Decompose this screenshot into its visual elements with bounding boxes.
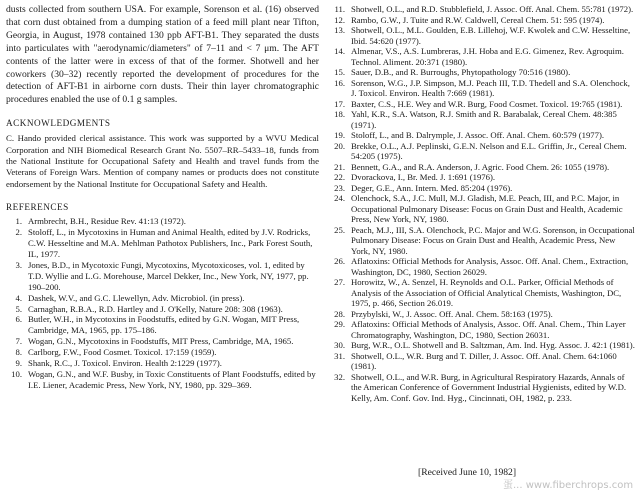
reference-item [327, 99, 636, 110]
reference-item [327, 109, 636, 130]
reference-text: Przybylski, W., J. Assoc. Off. Anal. Chem. 58:163 (1975). [351, 308, 553, 319]
reference-number: 22. [334, 172, 345, 182]
reference-item [6, 216, 319, 227]
reference-number: 16. [334, 77, 345, 88]
reference-text: Shotwell, O.L., and R.D. Stubblefield, J. Assoc. Off. Anal. Chem. 55:781 (1972). [351, 4, 634, 14]
reference-number: 28. [334, 308, 345, 319]
reference-item [6, 260, 319, 293]
reference-number: 29. [334, 319, 345, 329]
reference-number: 24. [334, 193, 345, 203]
reference-text: Shotwell, O.L., W.R. Burg and T. Diller, J. Assoc. Off. Anal. Chem. 64:1060 (1981). [351, 350, 617, 371]
reference-number: 7. [15, 336, 22, 347]
reference-item [327, 172, 636, 183]
reference-item [327, 162, 636, 173]
reference-number: 10. [11, 368, 22, 379]
reference-number: 12. [334, 14, 345, 25]
reference-number: 9. [15, 358, 22, 369]
references-list-left [6, 216, 319, 391]
reference-number: 4. [15, 292, 22, 303]
reference-number: 11. [334, 4, 345, 14]
reference-text: Stoloff, L., in Mycotoxins in Human and Animal Health, edited by J.V. Rodricks, C.W. Hesseltine and M.A. Mehlman Pathotox Publishers, Inc., Park Forest South, IL, 1977. [28, 227, 313, 259]
reference-text: Almenar, V.S., A.S. Lumbreras, J.H. Hoba and E.G. Gimenez, Rev. Agroquim. Technol. Aliment. 20:371 (1980). [351, 46, 624, 67]
reference-text: Burg, W.R., O.L. Shotwell and B. Saltzman, Am. Ind. Hyg. Assoc. J. 42:1 (1981). [351, 340, 635, 350]
reference-number: 32. [334, 371, 345, 382]
reference-item [6, 358, 319, 369]
reference-text: Deger, G.E., Ann. Intern. Med. 85:204 (1976). [351, 182, 513, 193]
acknowledgments-text: C. Hando provided clerical assistance. This work was supported by a WVU Medical Corporation and NIH Biomedical Research Grant No. 5507–RR–5433–18, funds from the National Institute for Occupational Safety and Health and travel funds from the Veterans of Foreign Wars. Mention of company names or products does not constitute endorsement by the National Institute for Occupational Safety and Health. [6, 133, 319, 189]
reference-text: Olenchock, S.A., J.C. Mull, M.J. Gladish, M.E. Peach, III, and P.C. Major, in Occupational Pulmonary Disease: Focus on Grain Dust and Health, Academic Press, New York, NY, 1980. [351, 193, 623, 224]
reference-item [327, 78, 636, 99]
reference-item [6, 227, 319, 260]
reference-number: 20. [334, 140, 345, 151]
reference-item [327, 130, 636, 141]
reference-number: 18. [334, 109, 345, 119]
reference-item [327, 46, 636, 67]
reference-number: 17. [334, 98, 345, 109]
reference-item [6, 293, 319, 304]
reference-text: Aflatoxins: Official Methods for Analysis, Assoc. Off. Anal. Chem., Extraction, Washington, DC, 1980, Section 26029. [351, 256, 629, 277]
reference-number: 1. [15, 216, 22, 227]
reference-text: Sauer, D.B., and R. Burroughs, Phytopathology 70:516 (1980). [351, 67, 571, 77]
reference-text: Dvorackova, I., Br. Med. J. 1:691 (1976). [351, 172, 496, 182]
reference-item [327, 25, 636, 46]
reference-item [327, 193, 636, 225]
reference-item [327, 351, 636, 372]
reference-item [6, 314, 319, 336]
reference-number: 25. [334, 224, 345, 235]
reference-text: Stoloff, L., and B. Dalrymple, J. Assoc. Off. Anal. Chem. 60:579 (1977). [351, 130, 605, 140]
reference-text: Bennett, G.A., and R.A. Anderson, J. Agric. Food Chem. 26: 1055 (1978). [351, 161, 610, 172]
reference-text: Yahl, K.R., S.A. Watson, R.J. Smith and R. Barabalak, Cereal Chem. 48:385 (1971). [351, 109, 617, 130]
intro-paragraph: dusts collected from southern USA. For example, Sorenson et al. (16) observed that corn dust obtained from a dumping station of a feed mill plant near Tifton, Georgia, in August, 1978 contained 130 ppb AFT-B1. They separated the dusts into particulates with "aerodynamic/diameters" of 7–11 and < 7 μm. The AFT contents of the latter were in excess of that of the former. Shotwell and her coworkers (30–32) recently reported the development of procedures for the detection of AFT-B1 in airborne corn dusts. Their thin layer chromatographic procedures enabled the use of 0.1 g samples. [6, 4, 319, 106]
reference-number: 23. [334, 182, 345, 193]
reference-item [327, 225, 636, 257]
reference-item [327, 141, 636, 162]
reference-text: Wogan, G.N., Mycotoxins in Foodstuffs, MIT Press, Cambridge, MA, 1965. [28, 336, 294, 347]
reference-number: 8. [15, 347, 22, 358]
reference-number: 26. [334, 256, 345, 266]
reference-item [327, 67, 636, 78]
reference-item [327, 256, 636, 277]
reference-number: 13. [334, 25, 345, 35]
reference-item [327, 340, 636, 351]
reference-item [327, 309, 636, 320]
reference-number: 15. [334, 67, 345, 77]
reference-text: Rambo, G.W., J. Tuite and R.W. Caldwell, Cereal Chem. 51: 595 (1974). [351, 14, 605, 25]
reference-number: 5. [15, 303, 22, 314]
references-heading: REFERENCES [6, 202, 69, 213]
acknowledgments-heading: ACKNOWLEDGMENTS [6, 118, 111, 129]
reference-item [327, 4, 636, 15]
reference-item [327, 372, 636, 404]
reference-number: 6. [15, 314, 22, 325]
reference-text: Armbrecht, B.H., Residue Rev. 41:13 (1972). [28, 216, 186, 227]
reference-item [327, 319, 636, 340]
reference-text: Carlborg, F.W., Food Cosmet. Toxicol. 17:159 (1959). [28, 347, 217, 358]
reference-text: Horowitz, W., A. Senzel, H. Reynolds and O.L. Parker, Official Methods of Analysis of the Association of Official Analytical Chemists, Washington, DC, 1975, p. 466, Section 26.019. [351, 277, 622, 308]
watermark: 蛋... www.fiberchrops.com [503, 480, 634, 491]
received-date-note: [Received June 10, 1982] [418, 467, 517, 478]
reference-item [6, 369, 319, 391]
reference-item [6, 347, 319, 358]
reference-text: Sorenson, W.G., J.P. Simpson, M.J. Peach III, T.D. Thedell and S.A. Olenchock, J. Toxicol. Environ. Health 7:669 (1981). [351, 77, 630, 98]
reference-text: Shotwell, O.L., and W.R. Burg, in Agricultural Respiratory Hazards, Annals of the American Conference of Government Industrial Hygienists, edited by W.D. Kelly, Am. Conf. Gov. Ind. Hyg., Cincinnati, OH, 1982, p. 233. [351, 371, 627, 403]
reference-text: Carnaghan, R.B.A., R.D. Hartley and J. O'Kelly, Nature 208: 308 (1963). [28, 303, 283, 314]
reference-text: Baxter, C.S., H.E. Wey and W.R. Burg, Food Cosmet. Toxicol. 19:765 (1981). [351, 98, 623, 109]
reference-number: 3. [15, 259, 22, 270]
reference-number: 21. [334, 161, 345, 172]
reference-text: Shank, R.C., J. Toxicol. Environ. Health 2:1229 (1977). [28, 358, 222, 369]
reference-text: Wogan, G.N., and W.F. Busby, in Toxic Constituents of Plant Foodstuffs, edited by I.E. Liener, Academic Press, New York, NY, 1980, pp. 329–369. [28, 368, 316, 390]
reference-text: Jones, B.D., in Mycotoxic Fungi, Mycotoxins, Mycotoxicoses, vol. 1, edited by T.D. Wyllie and L.G. Morehouse, Marcel Dekker, Inc., New York, NY, 1977, pp. 190–200. [28, 259, 309, 292]
reference-text: Butler, W.H., in Mycotoxins in Foodstuffs, edited by G.N. Wogan, MIT Press, Cambridge, MA, 1965, pp. 175–186. [28, 314, 300, 336]
reference-number: 31. [334, 350, 345, 361]
reference-text: Aflatoxins: Official Methods of Analysis, Assoc. Off. Anal. Chem., Thin Layer Chromatography, Washington, DC, 1980, Section 26031. [351, 319, 626, 340]
reference-item [327, 15, 636, 26]
right-column [327, 4, 636, 403]
reference-number: 30. [334, 340, 345, 350]
reference-number: 2. [15, 227, 22, 238]
reference-text: Dashek, W.V., and G.C. Llewellyn, Adv. Microbiol. (in press). [28, 292, 245, 303]
reference-item [327, 277, 636, 309]
reference-item [6, 304, 319, 315]
reference-number: 14. [334, 46, 345, 56]
reference-text: Brekke, O.L., A.J. Peplinski, G.E.N. Nelson and E.L. Griffin, Jr., Cereal Chem. 54:205 (1975). [351, 140, 627, 161]
reference-number: 19. [334, 130, 345, 140]
reference-item [327, 183, 636, 194]
left-column [6, 4, 319, 391]
reference-text: Shotwell, O.L., M.L. Goulden, E.B. Lillehoj, W.F. Kwolek and C.W. Hesseltine, Ibid. 54:620 (1977). [351, 25, 631, 46]
reference-text: Peach, M.J., III, S.A. Olenchock, P.C. Major and W.G. Sorenson, in Occupational Pulmonary Disease: Focus on Grain Dust and Health, Academic Press, New York, NY, 1980. [351, 224, 635, 256]
reference-number: 27. [334, 277, 345, 287]
references-list-right [327, 4, 636, 403]
reference-item [6, 336, 319, 347]
